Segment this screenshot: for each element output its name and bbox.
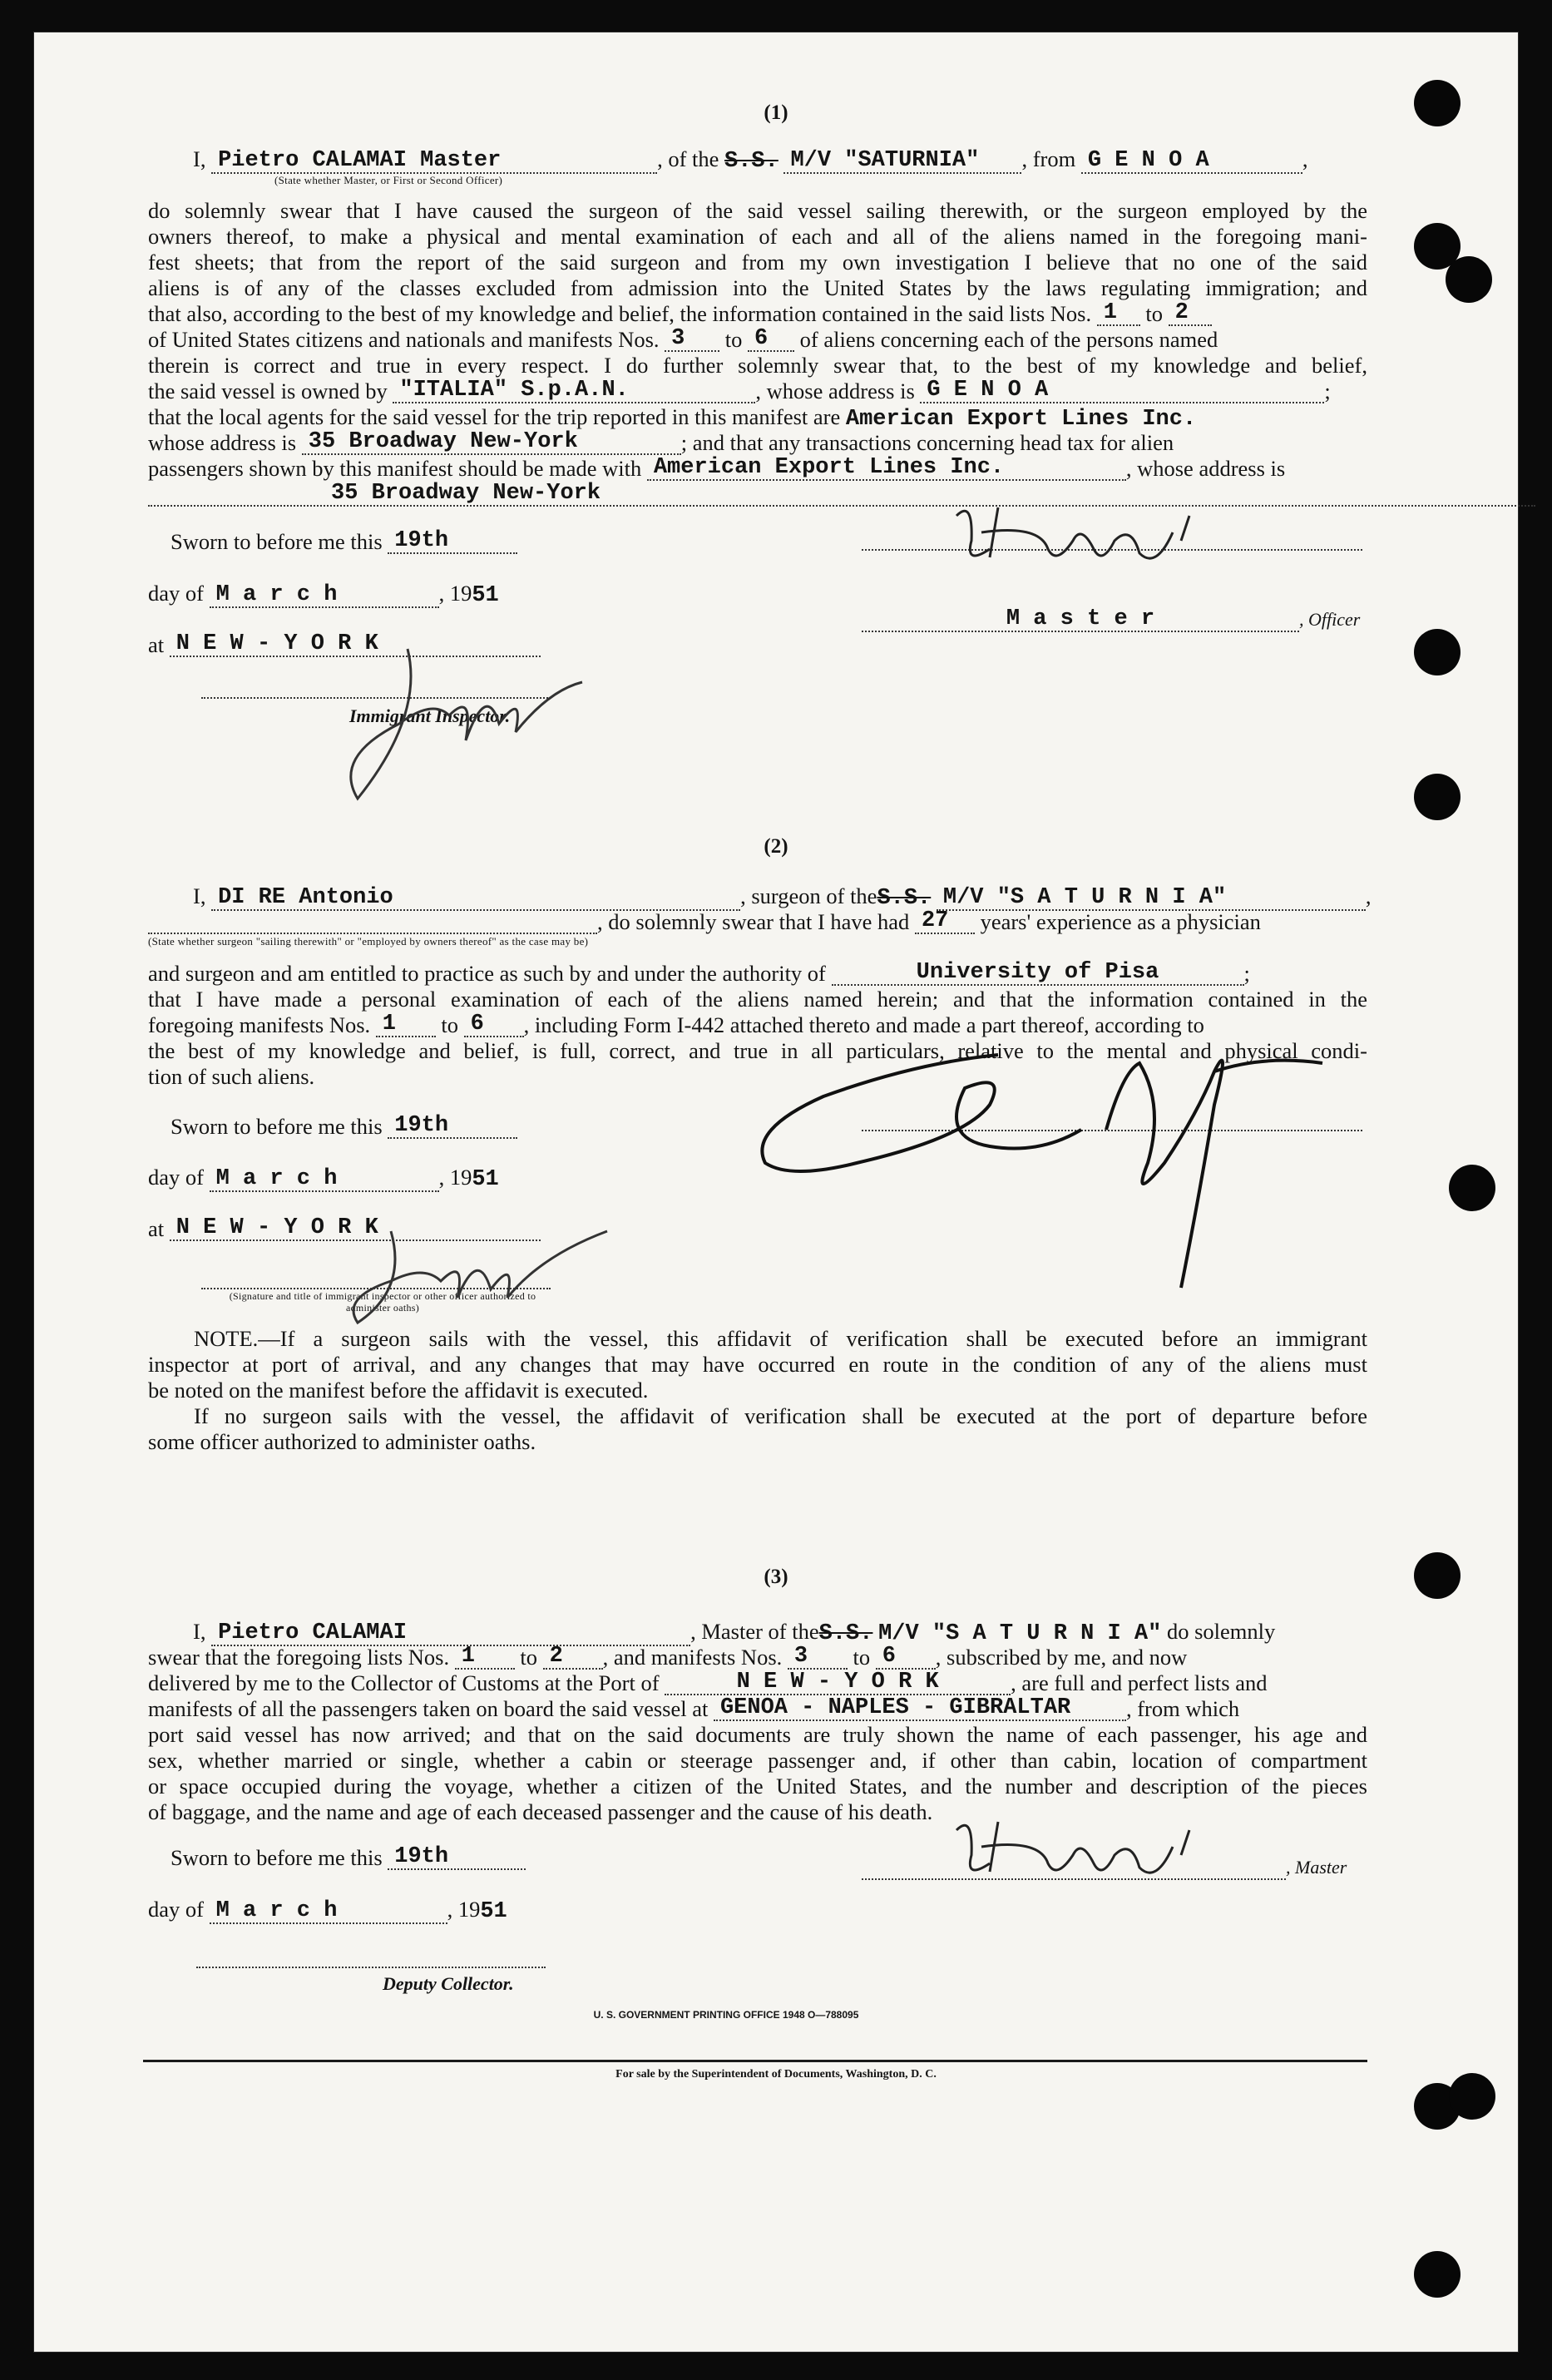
s1-text-line: owners thereof, to make a physical and mental examination of each and all of the aliens named in the foregoing mani- — [148, 224, 1367, 249]
inspector-signature — [308, 632, 591, 807]
s2-text-line: that I have made a personal examination of each of the aliens named herein; and that the information contained in the — [148, 987, 1367, 1012]
s1-text-line: fest sheets; that from the report of the said surgeon and from my own investigation I believe that no one of the said — [148, 250, 1367, 275]
collector-caption: Deputy Collector. — [383, 1973, 514, 1994]
section-2-heading: (2) — [764, 835, 788, 858]
s1-caption: (State whether Master, or First or Second Officer) — [274, 174, 503, 186]
s2-at-line: at N E W - Y O R K — [148, 1216, 1367, 1241]
vessel-name-field: M/V "SATURNIA" — [783, 149, 1021, 174]
binder-hole — [1414, 629, 1461, 675]
s1-day-line: day of M a r c h , 1951 — [148, 581, 499, 608]
month-field: M a r c h — [210, 583, 439, 608]
agent-address-field: 35 Broadway New-York — [302, 430, 681, 455]
s2-authority-line: and surgeon and am entitled to practice as such by and under the authority of University of Pisa ; — [148, 960, 1250, 986]
s3-day-line: day of M a r c h , 1951 — [148, 1897, 507, 1924]
embark-ports-field: GENOA - NAPLES - GIBRALTAR — [714, 1696, 1126, 1721]
officer-title-line: M a s t e r , Officer — [862, 606, 1367, 632]
s1-headtax-address-line: 35 Broadway New-York — [148, 482, 1367, 507]
s2-day-line: day of M a r c h , 1951 — [148, 1165, 499, 1192]
s3-text-line: port said vessel has now arrived; and that on the said documents are truly shown the name of each passenger, his age and — [148, 1722, 1367, 1747]
s2-line-2: , do solemnly swear that I have had 27 years' experience as a physician — [148, 909, 1367, 934]
binder-hole — [1414, 774, 1461, 820]
master-name-field: Pietro CALAMAI Master — [211, 149, 657, 174]
s3-text-line: sex, whether married or single, whether a cabin or steerage passenger and, if other than cabin, location of compartment — [148, 1748, 1367, 1773]
binder-hole — [1449, 1165, 1495, 1211]
s1-lists-line: that also, according to the best of my knowledge and belief, the information contained in the said lists Nos. 1 to 2 — [148, 301, 1367, 326]
years-field: 27 — [915, 909, 975, 934]
note-line: NOTE.—If a surgeon sails with the vessel, this affidavit of verification shall be executed before an immigrant — [194, 1326, 1367, 1351]
s1-headtax-line: passengers shown by this manifest should be made with American Export Lines Inc. , whose address is — [148, 455, 1286, 481]
s1-owner-line: the said vessel is owned by "ITALIA" S.p.A.N. , whose address is G E N O A ; — [148, 378, 1331, 403]
binder-hole — [1446, 256, 1492, 303]
s2-caption: (State whether surgeon "sailing therewith" or "employed by owners thereof" as the case may be) — [148, 935, 589, 948]
s2-line-1: I, DI RE Antonio , surgeon of theS.S. M/V "S A T U R N I A" , — [193, 883, 1372, 911]
agent-field: American Export Lines Inc. — [845, 407, 1197, 432]
section-3-heading: (3) — [764, 1566, 788, 1588]
s1-address-line: whose address is 35 Broadway New-York ; and that any transactions concerning head tax for alien — [148, 429, 1174, 455]
s2-text-line: tion of such aliens. — [148, 1064, 315, 1089]
sworn-day-field: 19th — [388, 529, 517, 554]
s3-master-signature — [940, 1805, 1273, 1897]
place-field: N E W - Y O R K — [170, 632, 541, 657]
s3-lists-line: swear that the foregoing lists Nos. 1 to 2 , and manifests Nos. 3 to 6 , subscribed by me, and now — [148, 1644, 1188, 1670]
s2-manifests-line: foregoing manifests Nos. 1 to 6 , including Form I-442 attached thereto and made a part thereof, according to — [148, 1012, 1204, 1037]
s3-ports-line: manifests of all the passengers taken on board the said vessel at GENOA - NAPLES - GIBRALTAR , from which — [148, 1695, 1240, 1721]
owner-address-field: G E N O A — [920, 379, 1324, 403]
s3-text-line: or space occupied during the voyage, whether a citizen of the United States, and the number and description of the pieces — [148, 1774, 1367, 1799]
s3-master-name-field: Pietro CALAMAI — [211, 1621, 690, 1646]
sale-notice: For sale by the Superintendent of Documents, Washington, D. C. — [615, 2068, 937, 2081]
gpo-imprint: U. S. GOVERNMENT PRINTING OFFICE 1948 O—788095 — [593, 2009, 859, 2021]
s3-line-1: I, Pietro CALAMAI , Master of theS.S. M/V "S A T U R N I A" do solemnly — [193, 1619, 1276, 1646]
s3-port-line: delivered by me to the Collector of Customs at the Port of N E W - Y O R K , are full and perfect lists and — [148, 1670, 1268, 1695]
s3-text-line: of baggage, and the name and age of each deceased passenger and the cause of his death. — [148, 1799, 933, 1824]
s1-agent-line: that the local agents for the said vessel for the trip reported in this manifest are American Export Lines Inc. — [148, 404, 1197, 432]
s2-text-line: the best of my knowledge and belief, is full, correct, and true in all particulars, relative to the mental and physical condi- — [148, 1038, 1367, 1063]
note-line: some officer authorized to administer oaths. — [148, 1429, 536, 1454]
collector-port-field: N E W - Y O R K — [665, 1670, 1011, 1695]
s1-text-line: do solemnly swear that I have caused the surgeon of the said vessel sailing therewith, or the surgeon employed by the — [148, 198, 1367, 223]
note-line: inspector at port of arrival, and any changes that may have occurred en route in the condition of any of the aliens must — [148, 1352, 1367, 1377]
s1-line-1: I, Pietro CALAMAI Master , of the S.S. M/V "SATURNIA" , from G E N O A , — [193, 146, 1308, 174]
departure-port-field: G E N O A — [1081, 149, 1302, 174]
s1-text-line: aliens is of any of the classes excluded from admission into the United States by the laws regulating immigration; and — [148, 275, 1367, 300]
s2-sworn-line: Sworn to before me this 19th — [171, 1114, 1367, 1139]
surgeon-name-field: DI RE Antonio — [211, 886, 740, 911]
collector-signature-line — [196, 1967, 546, 1968]
s2-inspector-caption: (Signature and title of immigrant inspector or other officer authorized to administer oaths) — [229, 1290, 536, 1314]
owner-field: "ITALIA" S.p.A.N. — [393, 379, 755, 403]
officer-title-field: M a s t e r — [862, 607, 1299, 632]
inspector-caption: Immigrant Inspector. — [349, 705, 511, 726]
note-line: If no surgeon sails with the vessel, the affidavit of verification shall be executed at the port of departure before — [194, 1403, 1367, 1428]
s3-vessel-field: M/V "S A T U R N I A" — [878, 1621, 1162, 1646]
s1-at-line: at N E W - Y O R K — [148, 632, 1367, 657]
s3-sworn-line: Sworn to before me this 19th — [171, 1845, 1367, 1870]
footer-rule — [143, 2060, 1367, 2062]
s2-inspector-signature — [333, 1223, 615, 1331]
section-1-heading: (1) — [764, 101, 788, 124]
s1-manifests-line: of United States citizens and nationals and manifests Nos. 3 to 6 of aliens concerning each of the persons named — [148, 326, 1218, 352]
s1-text-line: therein is correct and true in every respect. I do further solemnly swear that, to the best of my knowledge and belief, — [148, 353, 1367, 378]
headtax-agent-field: American Export Lines Inc. — [647, 456, 1126, 481]
university-field: University of Pisa — [832, 961, 1244, 986]
surgeon-signature — [749, 1038, 1381, 1338]
master-signature — [940, 491, 1273, 582]
s3-master-line: , Master — [862, 1853, 1367, 1880]
note-line: be noted on the manifest before the affidavit is executed. — [148, 1378, 649, 1403]
s1-sworn-line: Sworn to before me this 19th — [171, 529, 1367, 554]
binder-hole — [1414, 2251, 1461, 2298]
s2-vessel-field: M/V "S A T U R N I A" — [937, 886, 1366, 911]
